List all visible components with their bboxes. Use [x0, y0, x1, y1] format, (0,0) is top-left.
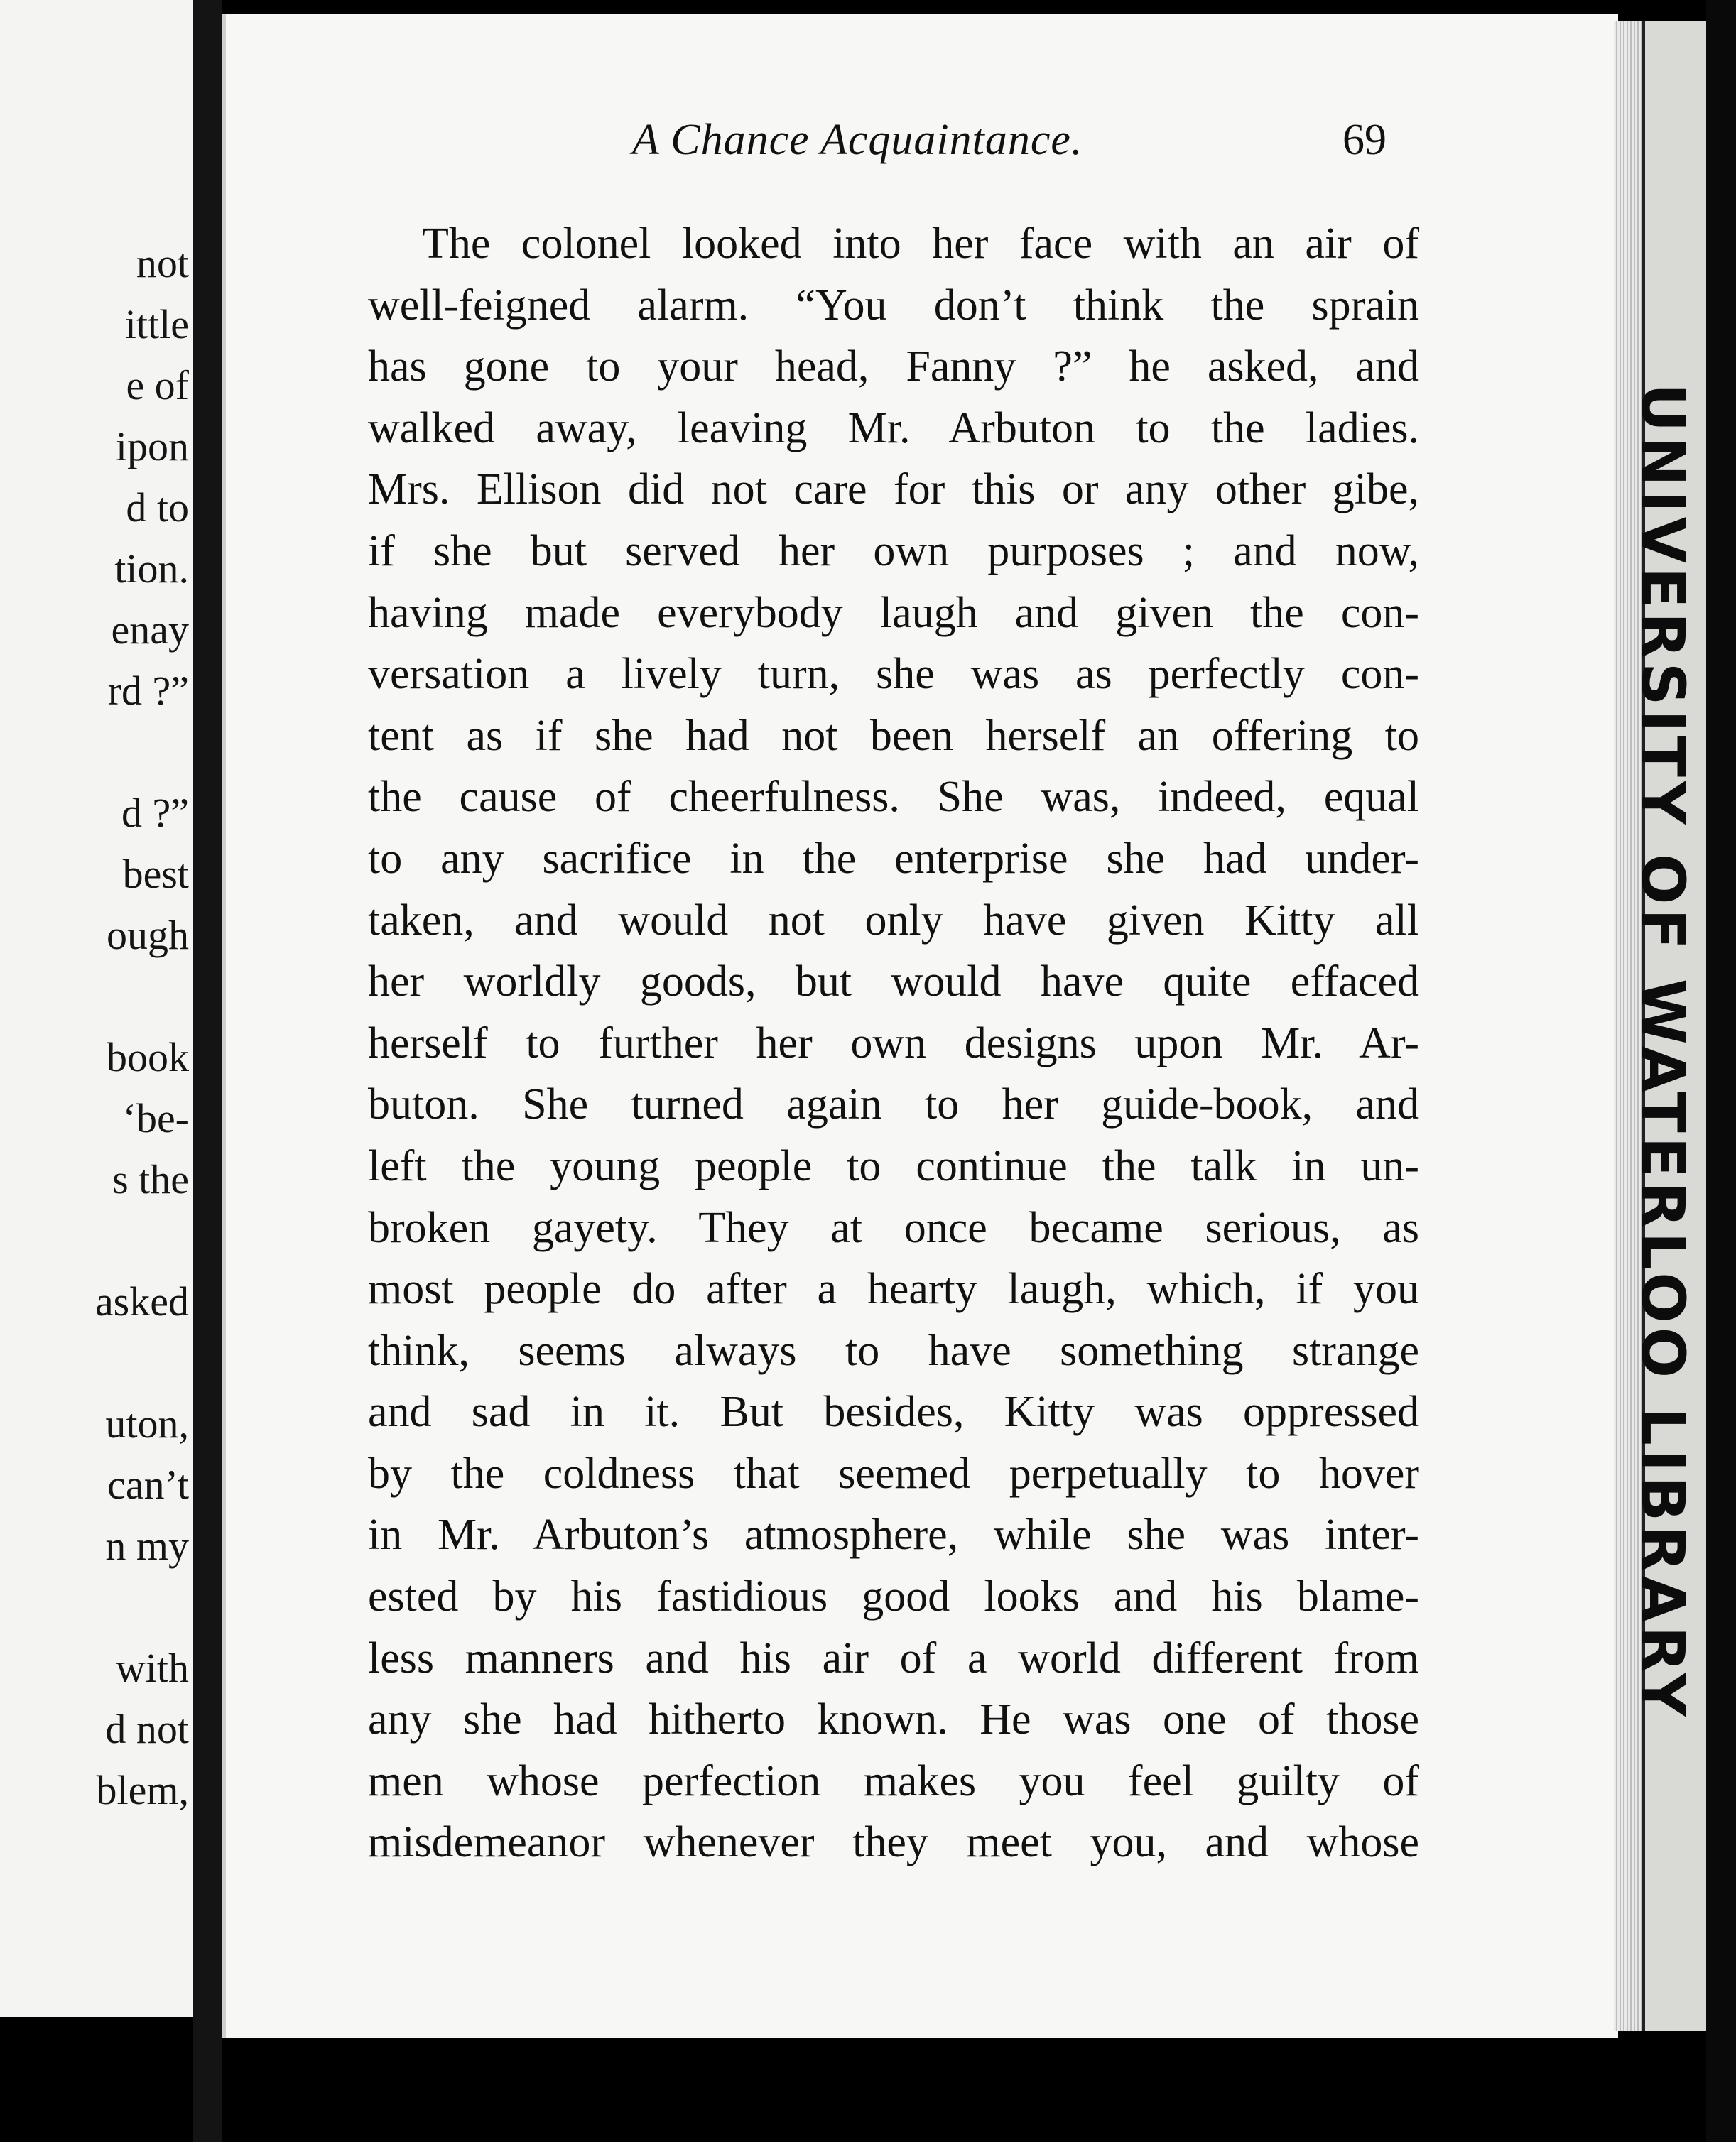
- text-line: well-feigned alarm. “You don’t think the sprain: [368, 281, 1419, 330]
- page-number: 69: [1342, 116, 1387, 164]
- left-page-fragment: uton,: [105, 1401, 189, 1447]
- text-line: the cause of cheerfulness. She was, indeed, equal: [368, 773, 1419, 822]
- text-line: herself to further her own designs upon Mr. Ar-: [368, 1018, 1419, 1067]
- left-page-fragment: ipon: [115, 423, 189, 469]
- text-line: Mrs. Ellison did not care for this or any other gibe,: [368, 465, 1419, 514]
- left-page-fragment: ittle: [124, 301, 189, 347]
- left-page-fragment: ‘be-: [122, 1095, 189, 1141]
- text-line: tent as if she had not been herself an offering to: [368, 711, 1419, 760]
- text-line: by the coldness that seemed perpetually to hover: [368, 1449, 1419, 1498]
- text-line: buton. She turned again to her guide-book, and: [368, 1080, 1419, 1129]
- left-page-fragment: tion.: [114, 545, 189, 592]
- text-line: in Mr. Arbuton’s atmosphere, while she was inter-: [368, 1511, 1419, 1560]
- left-page-fragment: not: [136, 240, 189, 286]
- text-line: to any sacrifice in the enterprise she had under-: [368, 834, 1419, 883]
- text-line: taken, and would not only have given Kitty all: [368, 896, 1419, 945]
- left-facing-page: [0, 0, 193, 2017]
- text-line: if she but served her own purposes ; and now,: [368, 526, 1419, 575]
- text-line: think, seems always to have something strange: [368, 1326, 1419, 1375]
- left-page-fragment: enay: [111, 607, 189, 653]
- page-body-text: [368, 213, 1419, 1874]
- text-line: and sad in it. But besides, Kitty was oppressed: [368, 1388, 1419, 1437]
- left-page-fragment: d not: [105, 1706, 189, 1752]
- left-page-fragment: book: [107, 1034, 189, 1080]
- text-line: has gone to your head, Fanny ?” he asked, and: [368, 342, 1419, 391]
- left-page-fragment: with: [115, 1645, 189, 1691]
- text-line: versation a lively turn, she was as perfectly con-: [368, 650, 1419, 699]
- text-line: less manners and his air of a world different from: [368, 1633, 1419, 1682]
- book-gutter: [193, 0, 222, 2142]
- text-line: misdemeanor whenever they meet you, and whose: [368, 1818, 1419, 1867]
- left-page-fragment: ough: [107, 912, 189, 958]
- text-line: broken gayety. They at once became serious, as: [368, 1203, 1419, 1252]
- text-line: having made everybody laugh and given the con-: [368, 588, 1419, 637]
- left-page-fragment: d ?”: [121, 790, 189, 836]
- text-line: ested by his fastidious good looks and his blame-: [368, 1572, 1419, 1621]
- left-page-fragment: s the: [112, 1156, 189, 1202]
- running-head-title: A Chance Acquaintance.: [632, 116, 1083, 164]
- left-page-fragment: asked: [94, 1278, 189, 1325]
- text-line: her worldly goods, but would have quite effaced: [368, 957, 1419, 1006]
- left-page-fragment: blem,: [96, 1767, 189, 1813]
- left-page-fragment: best: [122, 851, 189, 897]
- text-line: most people do after a hearty laugh, which, if you: [368, 1265, 1419, 1314]
- text-line: left the young people to continue the talk in un-: [368, 1141, 1419, 1190]
- left-page-fragment: n my: [105, 1523, 189, 1569]
- left-page-fragment: can’t: [107, 1462, 189, 1508]
- library-stamp: UNIVERSITY OF WATERLOO LIBRARY: [1628, 384, 1698, 1721]
- left-page-fragment: d to: [126, 484, 189, 531]
- text-line: men whose perfection makes you feel guilty of: [368, 1756, 1419, 1805]
- scan-border: [1706, 0, 1736, 2142]
- text-line: any she had hitherto known. He was one of those: [368, 1695, 1419, 1744]
- text-line: The colonel looked into her face with an air of: [422, 219, 1419, 268]
- left-page-fragment: rd ?”: [107, 668, 189, 714]
- text-line: walked away, leaving Mr. Arbuton to the ladies.: [368, 403, 1419, 452]
- left-page-fragment: e of: [126, 362, 189, 408]
